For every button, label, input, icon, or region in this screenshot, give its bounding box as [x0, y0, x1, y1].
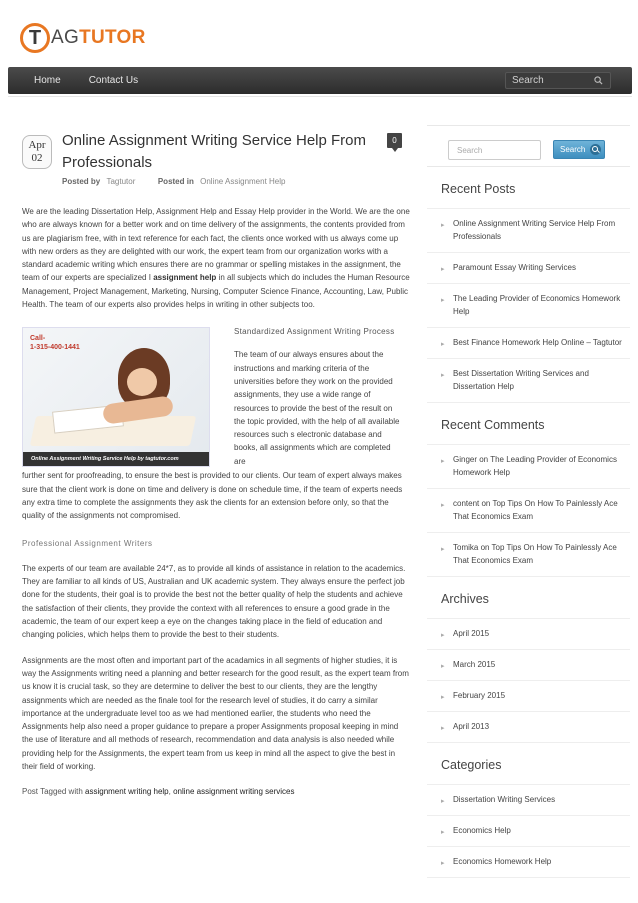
chevron-right-icon: ▸ [441, 798, 445, 805]
post-date-day: 02 [31, 152, 43, 164]
archive-link[interactable]: February 2015 [453, 691, 506, 700]
post-meta [62, 177, 285, 186]
nav-contact-link[interactable]: Contact Us [88, 75, 139, 86]
archive-link[interactable]: April 2013 [453, 722, 490, 731]
recent-post-link[interactable]: Online Assignment Writing Service Help From Professionals [453, 219, 616, 241]
article-paragraph-3: The experts of our team are available 24*7, as to provide all kinds of assistance in relation to the academics. They are familiar to all kinds of US, Australian and UK academic system. They always ensure the perfect job done for the students, their goal is to provide the best not the better quality of help the students and achieve the satisfaction of their clients, they provide the context with all references to ensure a good grade in the academic, the team of our expert keep a eye on the changes taking place in the field of education and changing policies, which helps them to provide the best to their students. [22, 563, 406, 640]
recent-comment-link[interactable]: Ginger on The Leading Provider of Economics Homework Help [453, 455, 617, 477]
image-side-text [234, 325, 404, 468]
list-item [427, 253, 630, 284]
sidebar-search-button[interactable] [553, 140, 605, 159]
logo-text-ag: AG [51, 27, 80, 48]
recent-comments-list [427, 444, 630, 577]
paragraph-1-text-a: We are the leading Dissertation Help, Assignment Help and Essay Help provider in the World. We are the one who are always known for a better work and on time delivery of the assignments, the contents provided from us are plagiarism free, with in text reference for each fact, the clients once worked with us always come up with new orders as they are delighted with our work, the expert team from our organization works with a standard academic writing which ensures there are no grammar or spelling mistakes in the assignment, the team of our experts are specialized I [22, 207, 410, 283]
post-tags [22, 785, 410, 798]
chevron-right-icon: ▸ [441, 297, 445, 304]
article-image [22, 327, 210, 467]
tag-separator: , [168, 787, 174, 797]
category-link[interactable]: Dissertation Writing Services [453, 795, 556, 804]
magnifier-icon [590, 144, 601, 155]
archives-list [427, 618, 630, 743]
chevron-right-icon: ▸ [441, 502, 445, 509]
nav-home-link[interactable]: Home [34, 75, 61, 86]
posted-in-label: Posted in [157, 177, 194, 186]
recent-post-link[interactable]: Best Finance Homework Help Online – Tagtutor [453, 338, 622, 347]
list-item [427, 681, 630, 712]
logo-circle-icon [20, 23, 50, 53]
logo-text-tutor: TUTOR [79, 27, 146, 48]
chevron-right-icon: ▸ [441, 694, 445, 701]
chevron-right-icon: ▸ [441, 372, 445, 379]
image-call-label: Call- [30, 335, 46, 343]
recent-comment-link[interactable]: content on Top Tips On How To Painlessly Ace That Economics Exam [453, 499, 618, 521]
list-item [427, 445, 630, 489]
article-paragraph-4: Assignments are the most often and important part of the acadamics in all segments of higher studies, it is way the Assignments writing need a planning and better research for the good result, as the expert team from us know it is crucial task, so they are determine to deliver the best to our clients, they are the lengthy assignments which are needed as the finale tool for the research level of studies, it do carry a similar importance at the undergraduate level too as we had mentioned earlier, the students who need the Assignments help also need a proper guidance to prepare a proper Assignments proposal keeping in mind the use of literature and all methods of research, recommendation and data analysis is also needed while providing help for the Assignments, the expert team from us keep in mind all the aspect to give the best in their field of working. [22, 655, 409, 772]
tag-assignment-writing-help[interactable]: assignment writing help [85, 787, 169, 797]
paragraph-1-text-b: in all subjects which do includes the Human Resource Management, Project Management, Marketing, Nursing, Computer Science Finance, Accounting, Law, Public Health. The team of our experts also provides helps in writing in other subjects too. [22, 273, 410, 310]
list-item [427, 847, 630, 878]
sidebar-search-button-label: Search [560, 145, 586, 154]
image-phone-number: 1-315-400-1441 [30, 344, 80, 352]
chevron-right-icon: ▸ [441, 632, 445, 639]
post-tags-label: Post Tagged with [22, 787, 86, 797]
logo-circle-letter: T [28, 27, 42, 49]
categories-title: Categories [441, 758, 502, 772]
chevron-right-icon: ▸ [441, 860, 445, 867]
image-text-block [22, 325, 410, 490]
sidebar-search-widget [427, 125, 630, 167]
posted-by-label: Posted by [62, 177, 101, 186]
recent-comment-link[interactable]: Tomika on Top Tips On How To Painlessly Ace That Economics Exam [453, 543, 617, 565]
site-logo[interactable] [20, 22, 146, 54]
list-item [427, 284, 630, 328]
sidebar [427, 125, 630, 878]
chevron-right-icon: ▸ [441, 222, 445, 229]
top-navbar [8, 67, 632, 94]
list-item [427, 712, 630, 743]
chevron-right-icon: ▸ [441, 546, 445, 553]
image-phone-label [30, 334, 80, 352]
list-item [427, 785, 630, 816]
chevron-right-icon: ▸ [441, 663, 445, 670]
post-date-badge [22, 135, 52, 169]
search-icon[interactable] [594, 76, 603, 85]
list-item [427, 619, 630, 650]
recent-posts-title: Recent Posts [441, 182, 516, 196]
list-item [427, 816, 630, 847]
list-item [427, 533, 630, 577]
logo-text [51, 27, 146, 49]
category-link[interactable]: Economics Help [453, 826, 511, 835]
list-item [427, 209, 630, 253]
chevron-right-icon: ▸ [441, 458, 445, 465]
sidebar-search-input[interactable] [448, 140, 541, 160]
nav-search-box [505, 72, 611, 89]
categories-list [427, 784, 630, 878]
post-title[interactable]: Online Assignment Writing Service Help From Professionals [62, 132, 366, 171]
list-item [427, 489, 630, 533]
standardized-process-heading: Standardized Assignment Writing Process [234, 327, 395, 337]
image-caption: Online Assignment Writing Service Help by tagtutor.com [23, 452, 209, 466]
side-paragraph: The team of our always ensures about the instructions and marking criteria of the universities before they work on the provided assignments, they use a wide range of resources to provide the best of the result on the topic provided, with the help of all available resources such s electronic database and books, all assignments which are completed are [234, 350, 400, 466]
chevron-right-icon: ▸ [441, 341, 445, 348]
chevron-right-icon: ▸ [441, 829, 445, 836]
list-item [427, 650, 630, 681]
chevron-right-icon: ▸ [441, 266, 445, 273]
nav-divider [8, 96, 632, 102]
list-item [427, 359, 630, 403]
post-category-link[interactable]: Online Assignment Help [200, 177, 286, 186]
professional-writers-heading: Professional Assignment Writers [22, 538, 153, 548]
article-paragraph-1 [22, 205, 410, 311]
assignment-help-link[interactable]: assignment help [153, 273, 217, 283]
post-author-link[interactable]: Tagtutor [106, 177, 136, 186]
tag-online-assignment-writing-services[interactable]: online assignment writing services [173, 787, 295, 797]
list-item [427, 328, 630, 359]
post-date-month: Apr [28, 139, 46, 151]
recent-posts-list [427, 208, 630, 403]
recent-comments-title: Recent Comments [441, 418, 545, 432]
recent-post-link[interactable]: Paramount Essay Writing Services [453, 263, 577, 272]
comment-count-badge[interactable]: 0 [387, 133, 402, 148]
archives-title: Archives [441, 592, 489, 606]
article-body [22, 205, 410, 799]
category-link[interactable]: Economics Homework Help [453, 857, 552, 866]
recent-post-link[interactable]: Best Dissertation Writing Services and Dissertation Help [453, 369, 589, 391]
nav-search-input[interactable] [506, 75, 586, 86]
recent-post-link[interactable]: The Leading Provider of Economics Homework Help [453, 294, 621, 316]
article-paragraph-2: further sent for proofreading, to ensure the best is provided to our clients. Our team of expert always makes sure that the client work is done on time and delivery is done on schedule time, if the team of experts needs any extra time to complete the assignments they ask the clients for an extension before only, so that the quality of the assignments not compromised. [22, 471, 403, 521]
archive-link[interactable]: March 2015 [453, 660, 496, 669]
archive-link[interactable]: April 2015 [453, 629, 490, 638]
chevron-right-icon: ▸ [441, 725, 445, 732]
